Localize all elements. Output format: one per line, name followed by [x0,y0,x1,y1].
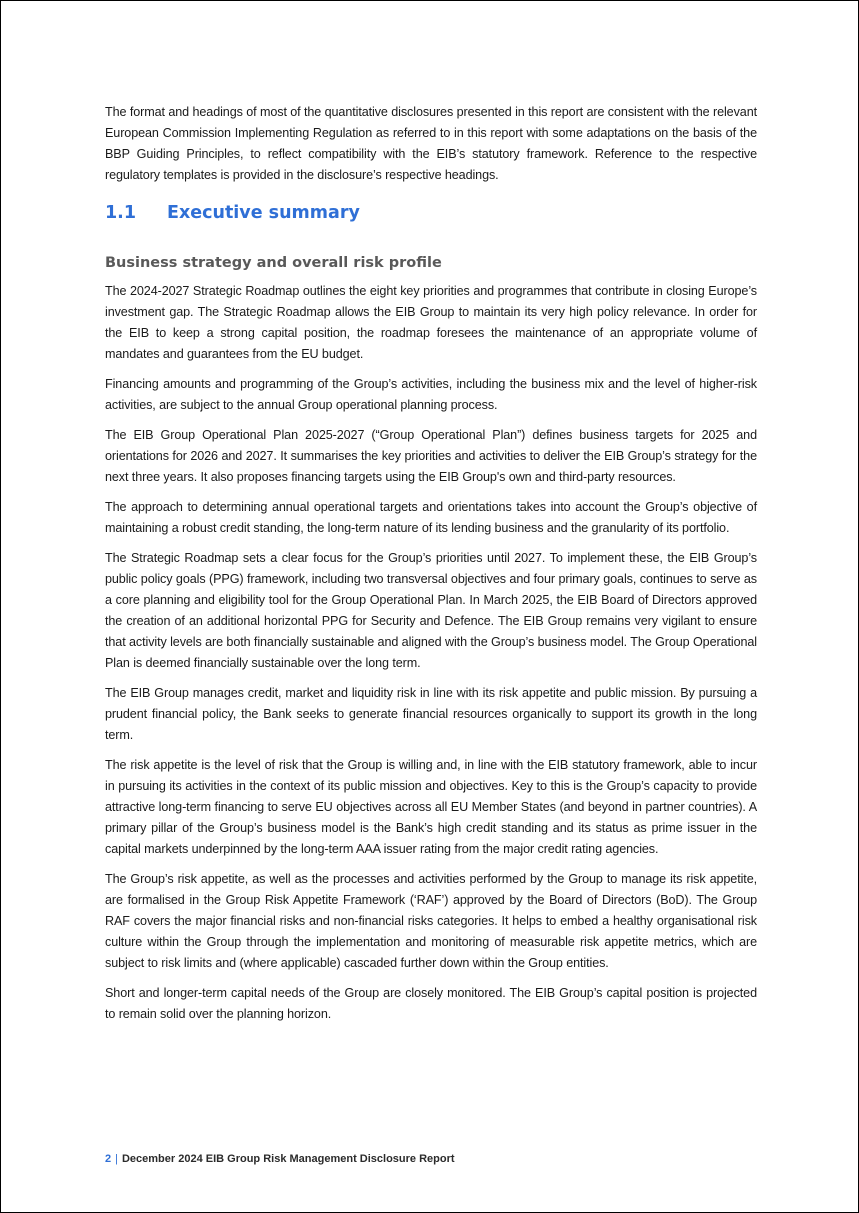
section-title: Executive summary [167,203,360,223]
intro-paragraph: The format and headings of most of the quantitative disclosures presented in this report are consistent with the relevant European Commission Implementing Regulation as referred to in this report with some adaptations on the basis of the BBP Guiding Principles, to reflect compatibility with the EIB’s statutory framework. Reference to the respective regulatory templates is provided in the disclosure’s respective headings. [105,105,757,182]
section-heading [105,203,757,251]
page-content [105,102,757,1034]
footer-separator: | [115,1153,118,1165]
paragraph-priorities: The Strategic Roadmap sets a clear focus for the Group’s priorities until 2027. To implement these, the EIB Group’s public policy goals (PPG) framework, including two transversal objectives and four primary goals, continues to serve as a core planning and eligibility tool for the Group Operational Plan. In March 2025, the EIB Board of Directors approved the creation of an additional horizontal PPG for Security and Defence. The EIB Group remains very vigilant to ensure that activity levels are both financially sustainable and aligned with the Group’s business model. The Group Operational Plan is deemed financially sustainable over the long term. [105,551,757,670]
paragraph-roadmap: The 2024-2027 Strategic Roadmap outlines the eight key priorities and programmes that contribute in closing Europe’s investment gap. The Strategic Roadmap allows the EIB Group to maintain its very high policy relevance. In order for the EIB to keep a strong capital position, the roadmap foresees the maintenance of an appropriate volume of mandates and guarantees from the EU budget. [105,284,757,361]
paragraph-operational-plan: The EIB Group Operational Plan 2025-2027 (“Group Operational Plan”) defines business targets for 2025 and orientations for 2026 and 2027. It summarises the key priorities and activities to deliver the EIB Group’s strategy for the next three years. It also proposes financing targets using the EIB Group's own and third-party resources. [105,428,757,484]
paragraph-raf: The Group’s risk appetite, as well as the processes and activities performed by the Group to manage its risk appetite, are formalised in the Group Risk Appetite Framework (‘RAF’) approved by the Board of Directors (BoD). The Group RAF covers the major financial risks and non-financial risks categories. It helps to embed a healthy organisational risk culture within the Group through the implementation and monitoring of measurable risk appetite metrics, which are subject to risk limits and (where applicable) cascaded further down within the Group entities. [105,872,757,970]
section-number: 1.1 [105,203,137,223]
footer-title: December 2024 EIB Group Risk Management Disclosure Report [121,1153,455,1165]
page-footer [105,1153,455,1165]
subheading: Business strategy and overall risk profile [105,255,442,271]
paragraph-capital: Short and longer-term capital needs of the Group are closely monitored. The EIB Group’s capital position is projected to remain solid over the planning horizon. [105,986,757,1021]
page-number: 2 [105,1153,112,1165]
paragraph-financing: Financing amounts and programming of the Group’s activities, including the business mix and the level of higher-risk activities, are subject to the annual Group operational planning process. [105,377,757,412]
paragraph-risk-management: The EIB Group manages credit, market and liquidity risk in line with its risk appetite and public mission. By pursuing a prudent financial policy, the Bank seeks to generate financial resources organically to support its growth in the long term. [105,686,757,742]
paragraph-approach: The approach to determining annual operational targets and orientations takes into account the Group’s objective of maintaining a robust credit standing, the long-term nature of its lending business and the granularity of its portfolio. [105,500,757,535]
paragraph-risk-appetite: The risk appetite is the level of risk that the Group is willing and, in line with the EIB statutory framework, able to incur in pursuing its activities in the context of its public mission and objectives. Key to this is the Group’s capacity to provide attractive long-term financing to serve EU objectives across all EU Member States (and beyond in partner countries). A primary pillar of the Group’s business model is the Bank’s high credit standing and its status as prime issuer in the capital markets underpinned by the long-term AAA issuer rating from the major credit rating agencies. [105,758,757,856]
